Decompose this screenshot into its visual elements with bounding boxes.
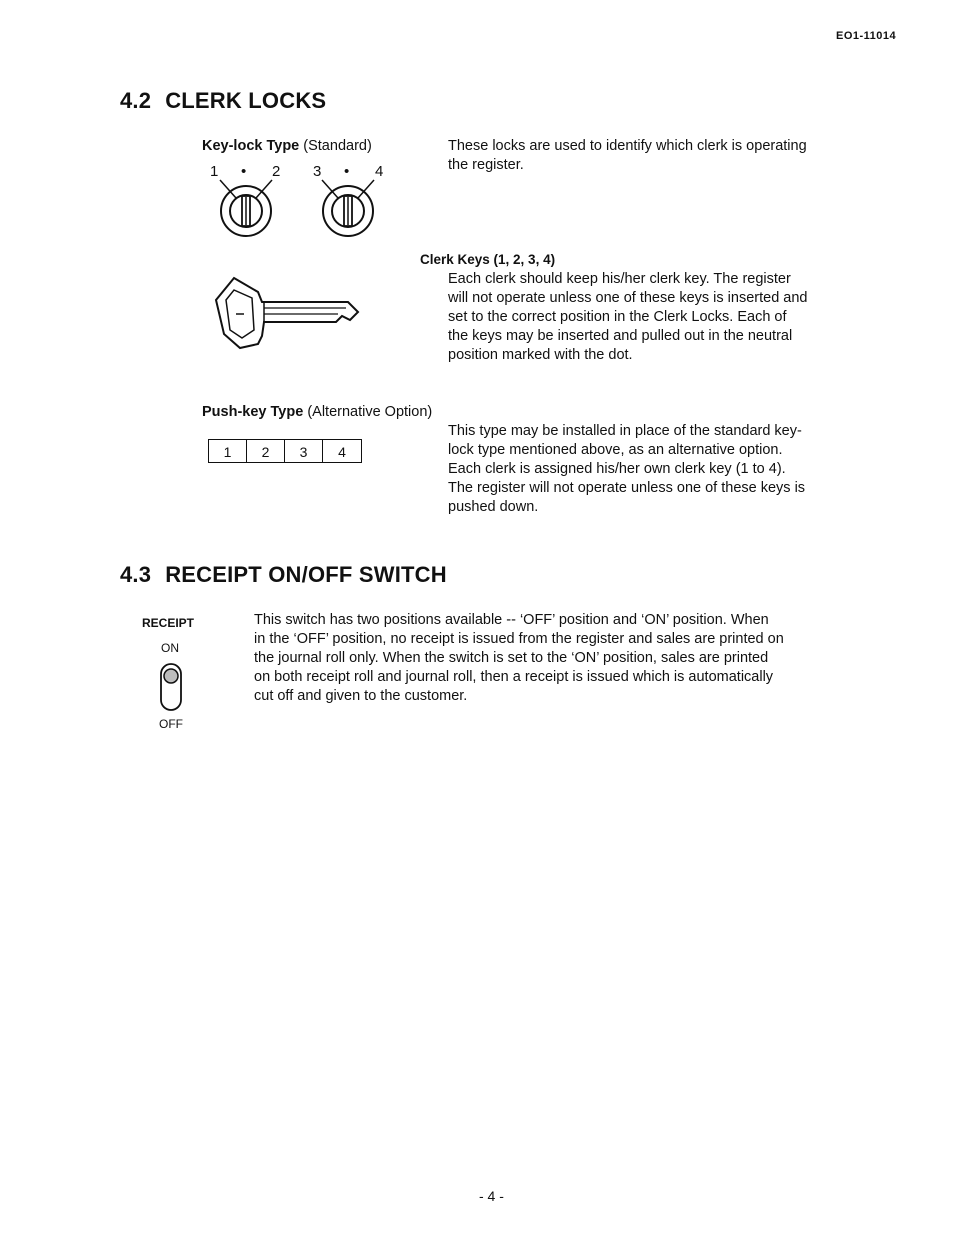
keylock-description (448, 137, 860, 175)
lock2-pos-4: 4 (375, 163, 384, 180)
keylock-heading (202, 138, 372, 154)
clerk-keys-heading: Clerk Keys (1, 2, 3, 4) (420, 252, 556, 267)
pushkey-description (448, 422, 860, 517)
pushkey-1: 1 (209, 440, 247, 462)
switch-label: RECEIPT (142, 616, 195, 630)
keylock-icon (214, 178, 278, 240)
pushkey-panel (208, 439, 362, 463)
pushkey-2: 2 (247, 440, 285, 462)
text-line: Each clerk is assigned his/her own clerk key (1 to 4). (448, 461, 786, 477)
lock2-pos-3: 3 (313, 163, 322, 180)
text-line: This type may be installed in place of the standard key- (448, 423, 802, 439)
text-line: Each clerk should keep his/her clerk key. The register (448, 271, 791, 287)
text-line: the keys may be inserted and pulled out in the neutral (448, 328, 793, 344)
text-line: on both receipt roll and journal roll, then a receipt is issued which is automatically (254, 669, 774, 685)
receipt-switch-icon (158, 662, 184, 712)
document-id: EO1-11014 (836, 30, 897, 42)
text-line: lock type mentioned above, as an alternative option. (448, 442, 783, 458)
pushkey-3: 3 (285, 440, 323, 462)
pushkey-heading-bold: Push-key Type (202, 404, 304, 420)
lock1-pos-1: 1 (210, 163, 219, 180)
switch-off-label: OFF (159, 717, 183, 731)
text-line: position marked with the dot. (448, 347, 633, 363)
section-heading-clerk-locks (120, 88, 326, 114)
clerk-keys-description (448, 270, 860, 365)
clerk-key-icon (212, 274, 372, 354)
text-line: the journal roll only. When the switch is set to the ‘ON’ position, sales are printed (254, 650, 769, 666)
text-line: This switch has two positions available -- ‘OFF’ position and ‘ON’ position. When (254, 612, 769, 628)
text-line: set to the correct position in the Clerk Locks. Each of (448, 309, 787, 325)
lock1-pos-dot: • (241, 163, 247, 180)
section-heading-receipt-switch (120, 562, 447, 588)
text-line: will not operate unless one of these keys is inserted and (448, 290, 808, 306)
section-title: CLERK LOCKS (165, 88, 327, 113)
section-number: 4.3 (120, 562, 152, 587)
switch-on-label: ON (161, 641, 179, 655)
pushkey-heading-rest: (Alternative Option) (307, 404, 433, 420)
text-line: pushed down. (448, 499, 539, 515)
text-line: in the ‘OFF’ position, no receipt is issued from the register and sales are printed on (254, 631, 784, 647)
pushkey-4: 4 (338, 444, 346, 460)
receipt-switch-description (254, 611, 861, 706)
text-line: cut off and given to the customer. (254, 688, 468, 704)
text-line: These locks are used to identify which clerk is operating (448, 138, 807, 154)
section-number: 4.2 (120, 88, 152, 113)
lock1-pos-2: 2 (272, 163, 281, 180)
section-title: RECEIPT ON/OFF SWITCH (165, 562, 447, 587)
lock2-pos-dot: • (344, 163, 350, 180)
text-line: the register. (448, 157, 524, 173)
keylock-icon (316, 178, 380, 240)
text-line: The register will not operate unless one of these keys is (448, 480, 806, 496)
pushkey-heading (202, 404, 432, 420)
keylock-heading-bold: Key-lock Type (202, 138, 300, 154)
keylock-heading-rest: (Standard) (303, 138, 372, 154)
page-number: - 4 - (479, 1188, 504, 1204)
